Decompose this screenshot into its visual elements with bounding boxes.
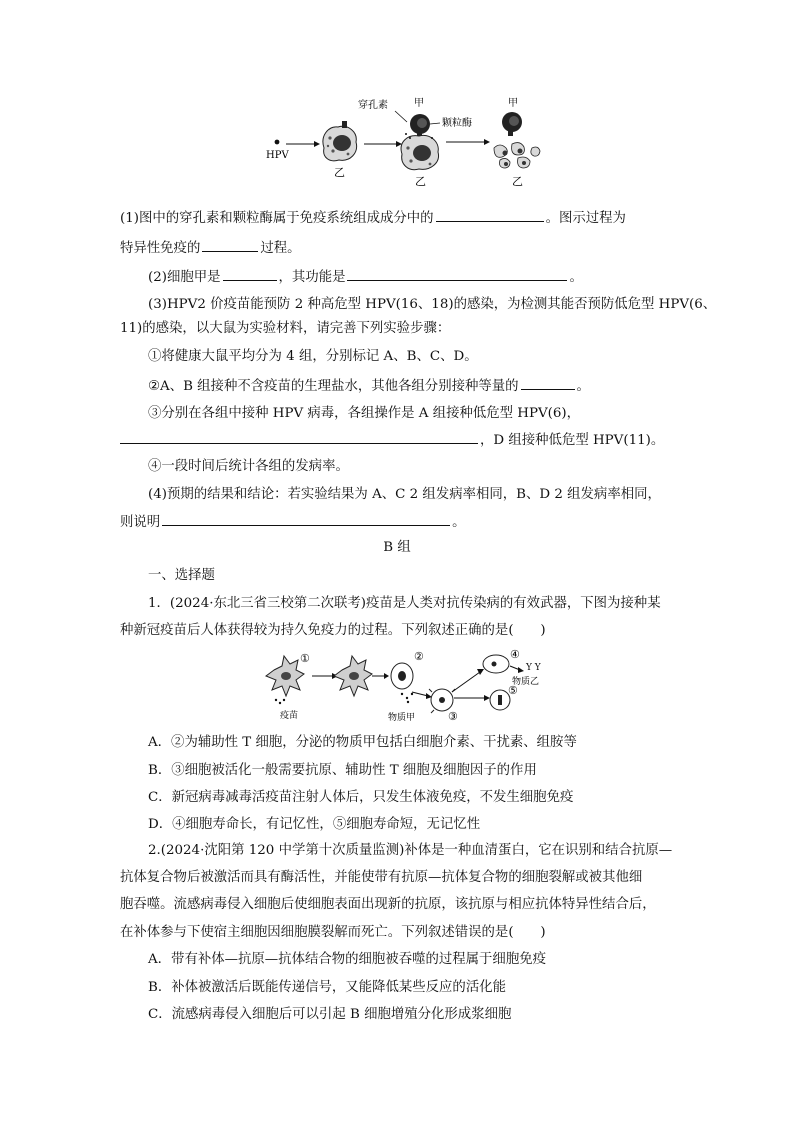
option-1d[interactable]: D．④细胞寿命长，有记忆性，⑤细胞寿命短，无记忆性 <box>148 817 481 832</box>
question-3-line-1: (3)HPV2 价疫苗能预防 2 种高危型 HPV(16、18)的感染，为检测其能否预防低危型 HPV(6、 <box>148 297 717 312</box>
step-1: ①将健康大鼠平均分为 4 组，分别标记 A、B、C、D。 <box>148 349 478 364</box>
question-2-line: (2)细胞甲是 ，其功能是 。 <box>148 267 583 287</box>
infected-cell-yi-2 <box>401 133 438 170</box>
t-cell-jia-2 <box>502 112 522 136</box>
perforin-label: 穿孔素 <box>358 100 388 111</box>
jia-label-1: 甲 <box>414 98 424 109</box>
t-cell-jia-1 <box>410 114 430 138</box>
question-4-line-1: (4)预期的结果和结论：若实验结果为 A、C 2 组发病率相同，B、D 2 组发病率相同， <box>148 487 661 502</box>
label-2: ② <box>414 650 424 663</box>
yi-label-3: 乙 <box>512 175 523 188</box>
problem-2-line-2: 抗体复合物后被激活而具有酶活性，并能使带有抗原—抗体复合物的细胞裂解或被其他细 <box>120 870 643 885</box>
yi-label-2: 乙 <box>415 175 426 188</box>
section-heading: 一、选择题 <box>148 568 215 583</box>
helper-t-cell-2 <box>391 663 413 689</box>
problem-1-line-2: 种新冠疫苗后人体获得较为持久免疫力的过程。下列叙述正确的是( ) <box>120 623 546 638</box>
problem-1-line-1: 1．(2024·东北三省三校第二次联考)疫苗是人类对抗传染病的有效武器，下图为接种某 <box>148 596 661 611</box>
option-1a[interactable]: A．②为辅助性 T 细胞，分泌的物质甲包括白细胞介素、干扰素、组胺等 <box>148 735 577 750</box>
question-1-line-1: (1)图中的穿孔素和颗粒酶属于免疫系统组成成分中的 。图示过程为 <box>120 208 626 228</box>
dendritic-cell-2 <box>334 656 372 696</box>
question-1-line-2: 特异性免疫的 过程。 <box>120 238 301 258</box>
problem-2-line-1: 2.(2024·沈阳第 120 中学第十次质量监测)补体是一种血清蛋白，它在识别和结合抗原— <box>148 843 673 858</box>
option-2c[interactable]: C．流感病毒侵入细胞后可以引起 B 细胞增殖分化形成浆细胞 <box>148 1007 512 1022</box>
substance-b-label: 物质乙 <box>512 677 540 687</box>
plasma-cell-4 <box>483 655 509 673</box>
memory-cell-5 <box>490 690 510 710</box>
hpv-killing-figure <box>262 96 552 190</box>
substance-a-label: 物质甲 <box>388 713 416 723</box>
question-4-line-2: 则说明 。 <box>120 512 466 532</box>
label-3: ③ <box>448 710 458 723</box>
step-3-line-1: ③分别在各组中接种 HPV 病毒，各组操作是 A 组接种低危型 HPV(6)， <box>148 406 581 421</box>
infected-cell-yi-1 <box>323 121 357 161</box>
granzyme-label: 颗粒酶 <box>442 118 472 129</box>
hpv-label: HPV <box>266 150 289 161</box>
answer-blank[interactable] <box>162 512 450 526</box>
step-2: ②A、B 组接种不含疫苗的生理盐水，其他各组分别接种等量的 。 <box>148 376 590 396</box>
answer-blank[interactable] <box>223 267 277 281</box>
answer-blank[interactable] <box>436 208 544 222</box>
option-1c[interactable]: C．新冠病毒减毒活疫苗注射人体后，只发生体液免疫，不发生细胞免疫 <box>148 790 574 805</box>
group-b-heading: B 组 <box>383 540 411 555</box>
answer-blank[interactable] <box>521 376 575 390</box>
answer-blank[interactable] <box>202 238 258 252</box>
problem-2-line-4: 在补体参与下使宿主细胞因细胞膜裂解而死亡。下列叙述错误的是( ) <box>120 925 546 940</box>
answer-blank[interactable] <box>347 267 567 281</box>
option-2a[interactable]: A．带有补体—抗原—抗体结合物的细胞被吞噬的过程属于细胞免疫 <box>148 952 546 967</box>
lysed-cell-fragments <box>494 143 540 168</box>
svg-text:Y Y: Y Y <box>526 663 541 673</box>
step-4: ④一段时间后统计各组的发病率。 <box>148 459 349 474</box>
step-3-line-2: ，D 组接种低危型 HPV(11)。 <box>120 430 664 450</box>
yi-label-1: 乙 <box>334 166 345 179</box>
label-1: ① <box>300 652 310 665</box>
label-4: ④ <box>510 648 520 661</box>
vaccine-label: 疫苗 <box>280 711 299 721</box>
jia-label-2: 甲 <box>508 98 518 109</box>
dendritic-cell-1 <box>266 656 304 696</box>
option-2b[interactable]: B．补体被激活后既能传递信号，又能降低某些反应的活化能 <box>148 980 506 995</box>
problem-2-line-3: 胞吞噬。流感病毒侵入细胞后使细胞表面出现新的抗原，该抗原与相应抗体特异性结合后， <box>120 897 656 912</box>
answer-blank[interactable] <box>120 430 478 444</box>
vaccine-immunity-figure <box>262 648 552 724</box>
question-3-line-2: 11)的感染，以大鼠为实验材料，请完善下列实验步骤： <box>120 321 451 336</box>
label-5: ⑤ <box>508 684 518 697</box>
option-1b[interactable]: B．③细胞被活化一般需要抗原、辅助性 T 细胞及细胞因子的作用 <box>148 763 537 778</box>
